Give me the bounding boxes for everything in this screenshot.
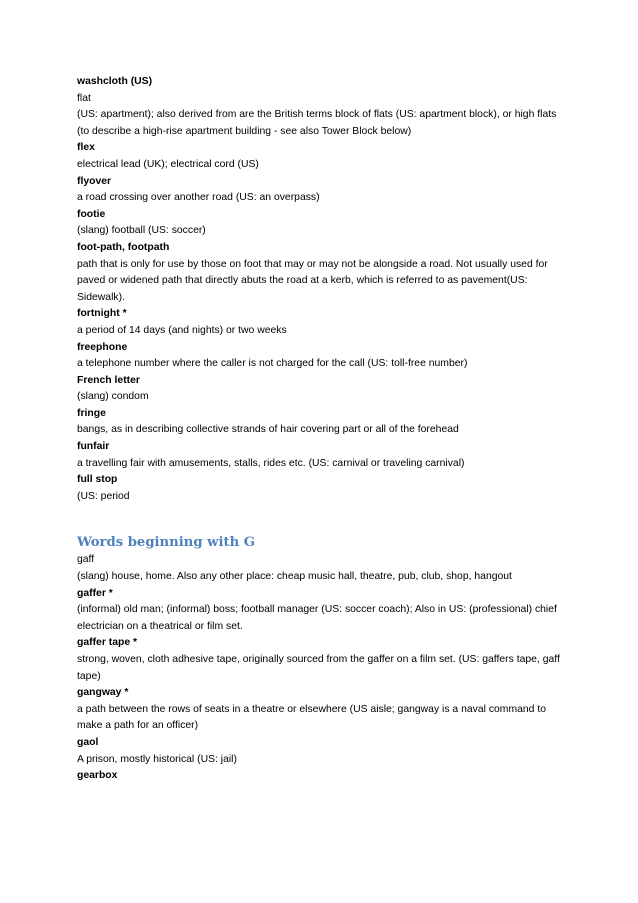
section-heading: Words beginning with G <box>77 535 256 551</box>
entry-definition: a period of 14 days (and nights) or two weeks <box>77 324 287 336</box>
entry-definition: (slang) football (US: soccer) <box>77 225 206 237</box>
entry-term: foot-path, footpath <box>77 241 170 253</box>
entry-term: gaol <box>77 736 99 748</box>
entry-definition: a path between the rows of seats in a theatre or elsewhere (US aisle; gangway is a naval command to make a path for an officer) <box>77 703 546 732</box>
entry-definition: path that is only for use by those on foot that may or may not be alongside a road. Not usually used for paved or widened path that directly abuts the road at a kerb, which is referred to as pavement(US: Sidewalk). <box>77 258 548 303</box>
entry-term: washcloth (US) <box>77 76 153 87</box>
entry-definition: (informal) old man; (informal) boss; football manager (US: soccer coach); Also in US: (professional) chief electrician on a theatrical or film set. <box>77 604 557 632</box>
entry-definition: strong, woven, cloth adhesive tape, originally sourced from the gaffer on a film set. (US: gaffers tape, gaff tape) <box>77 654 560 682</box>
entry-term: funfair <box>77 441 110 453</box>
entry-definition: (US: period <box>77 490 130 502</box>
entry-term: fortnight * <box>77 308 127 320</box>
entry-definition: electrical lead (UK); electrical cord (US) <box>77 158 259 170</box>
entry-term: French letter <box>77 374 140 386</box>
entry-definition: (slang) condom <box>77 391 149 403</box>
entry-definition: (US: apartment); also derived from are the British terms block of flats (US: apartment block), or high flats (to describe a high-rise apartment building - see also Tower Block below) <box>77 109 557 137</box>
entry-term: gangway * <box>77 687 129 699</box>
entry-definition: a telephone number where the caller is not charged for the call (US: toll-free number) <box>77 358 468 370</box>
entry-definition: a road crossing over another road (US: an overpass) <box>77 192 320 204</box>
entry-definition: (slang) house, home. Also any other place: cheap music hall, theatre, pub, club, shop, hangout <box>77 571 512 583</box>
entry-term: gaff <box>77 554 95 566</box>
entry-term: gaffer * <box>77 587 113 599</box>
entry-definition: a travelling fair with amusements, stalls, rides etc. (US: carnival or traveling carnival) <box>77 457 465 469</box>
entry-term: freephone <box>77 341 128 353</box>
entry-term: fringe <box>77 407 106 419</box>
entry-term: gaffer tape * <box>77 637 138 649</box>
entry-term: gearbox <box>77 770 118 782</box>
entry-term: flex <box>77 142 95 154</box>
entry-definition: A prison, mostly historical (US: jail) <box>77 753 237 765</box>
entry-definition: bangs, as in describing collective strands of hair covering part or all of the forehead <box>77 424 459 436</box>
entry-definition: flat <box>77 92 91 104</box>
entry-term: footie <box>77 208 106 220</box>
entry-term: flyover <box>77 175 112 187</box>
entry-term: full stop <box>77 474 118 486</box>
glossary-content <box>77 74 567 785</box>
